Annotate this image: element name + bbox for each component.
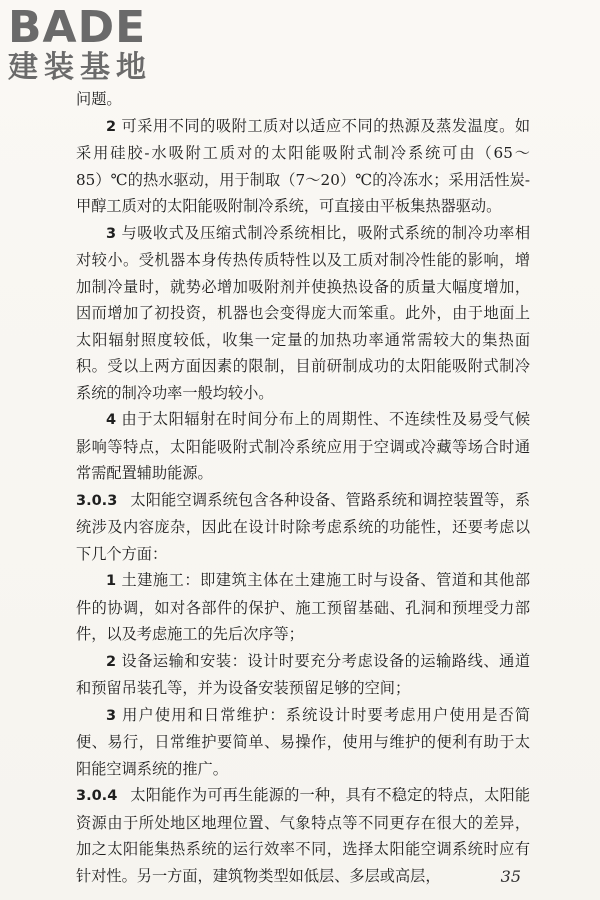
list-item-2-number: 2 [106,653,117,670]
watermark-bottom-text: 建装基地 [8,50,152,85]
list-item-3-number: 3 [106,707,117,724]
paragraph-4-number: 4 [106,412,117,428]
list-item-3 [76,702,530,783]
watermark-top-text: BADE [8,2,147,53]
paragraph-1-text: 问题。 [76,90,122,108]
list-item-3-text: 用户使用和日常维护：系统设计时要考虑用户使用是否简便、易行，日常维护要简单、易操作，使用与维护的便利有助于太阳能空调系统的推广。 [76,705,531,778]
paragraph-2-text: 可采用不同的吸附工质对以适应不同的热源及蒸发温度。如采用硅胶-水吸附工质对的太阳能吸附式制冷系统可由（65～85）℃的热水驱动，用于制取（7～20）℃的冷冻水；采用活性炭-甲醇工质对的太阳能吸附制冷系统，可直接由平板集热器驱动。 [76,116,531,215]
paragraph-2-number: 2 [106,118,117,135]
section-3-0-4-number: 3.0.4 [76,788,118,804]
paragraph-4-text: 由于太阳辐射在时间分布上的周期性、不连续性及易受气候影响等特点，太阳能吸附式制冷系统应用于空调或冷藏等场合时通常需配置辅助能源。 [76,410,531,482]
list-item-2 [76,648,530,702]
list-item-1-text: 土建施工：即建筑主体在土建施工时与设备、管道和其他部件的协调，如对各部件的保护、施工预留基础、孔洞和预埋受力部件，以及考虑施工的先后次序等； [76,571,531,643]
section-3-0-3-text: 太阳能空调系统包含各种设备、管路系统和调控装置等，系统涉及内容庞杂，因此在设计时除考虑系统的功能性，还要考虑以下几个方面： [76,490,531,563]
list-item-1 [76,567,530,648]
section-3-0-4-text: 太阳能作为可再生能源的一种，具有不稳定的特点，太阳能资源由于所处地区地理位置、气象特点等不同更存在很大的差异，加之太阳能集热系统的运行效率不同，选择太阳能空调系统时应有针对性。另一方面，建筑物类型如低层、多层或高层， [76,786,531,885]
paragraph-2 [76,113,530,220]
document-content [76,86,530,889]
section-3-0-4 [76,782,530,889]
watermark-logo [8,2,173,98]
paragraph-problem-end [76,86,530,113]
paragraph-3-number: 3 [106,225,117,242]
paragraph-3 [76,220,530,407]
list-item-1-number: 1 [106,573,117,589]
list-item-2-text: 设备运输和安装：设计时要充分考虑设备的运输路线、通道和预留吊装孔等，并为设备安装预留足够的空间； [76,651,531,697]
section-3-0-3 [76,487,530,568]
section-3-0-3-number: 3.0.3 [76,492,118,509]
paragraph-4 [76,406,530,487]
paragraph-3-text: 与吸收式及压缩式制冷系统相比，吸附式系统的制冷功率相对较小。受机器本身传热传质特性以及工质对制冷性能的影响，增加制冷量时，就势必增加吸附剂并使换热设备的质量大幅度增加，因而增加了初投资，机器也会变得庞大而笨重。此外，由于地面上太阳辐射照度较低，收集一定量的加热功率通常需较大的集热面积。受以上两方面因素的限制，目前研制成功的太阳能吸附式制冷系统的制冷功率一般均较小。 [76,223,531,402]
page-number: 35 [500,867,521,886]
